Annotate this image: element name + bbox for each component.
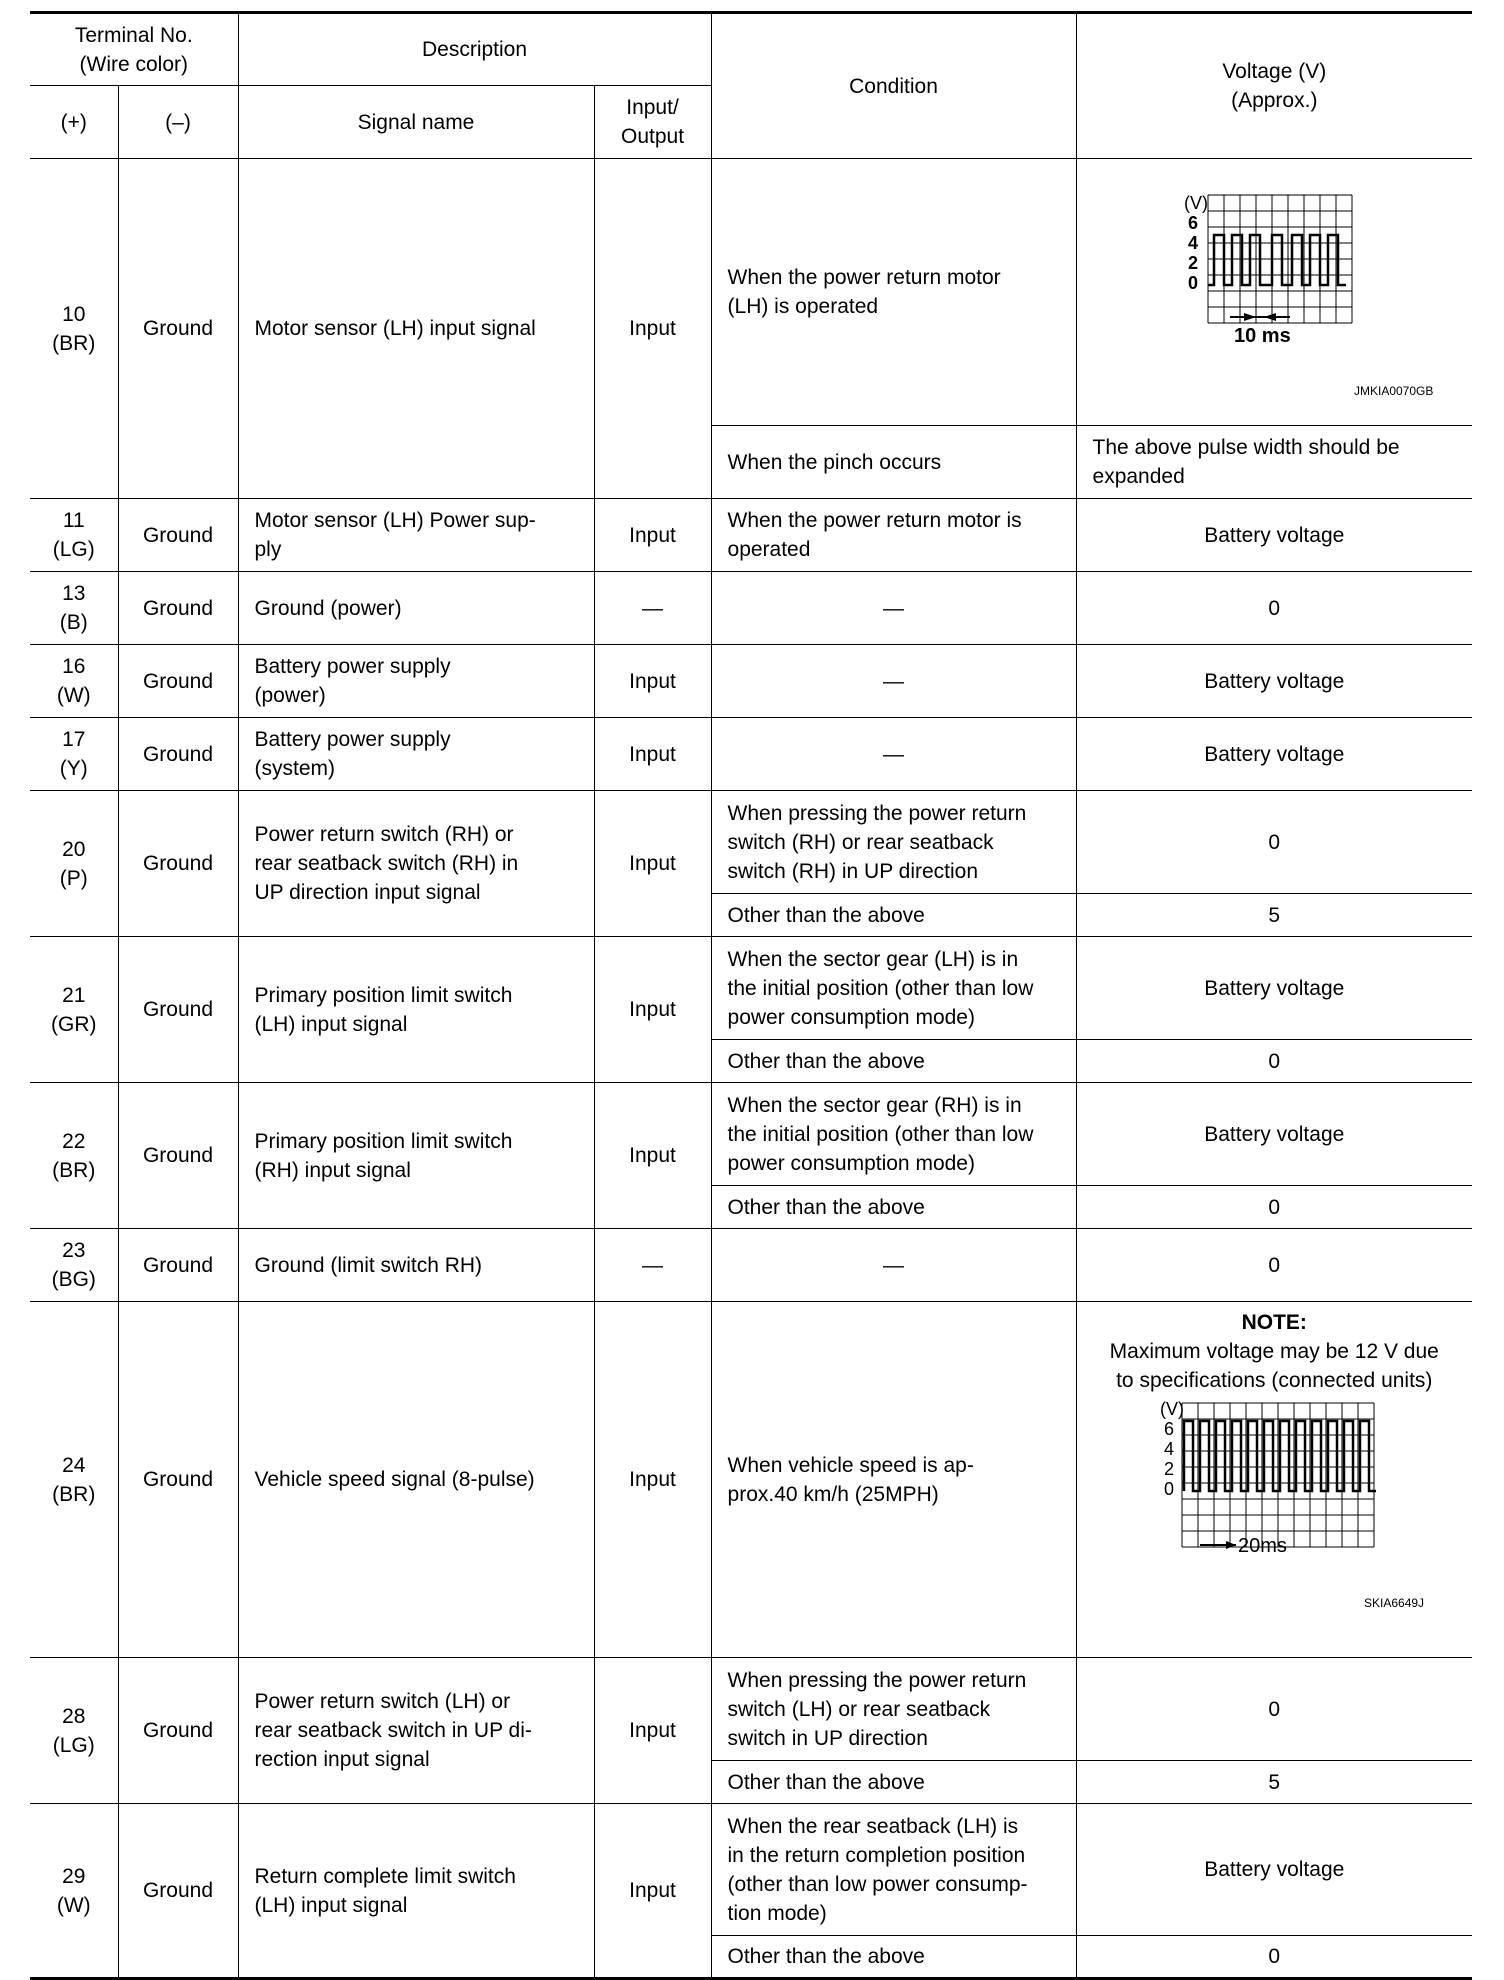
condition-header: Condition [711, 13, 1076, 159]
signal-cell: Return complete limit switch (LH) input signal [238, 1804, 594, 1979]
signal-cell: Battery power supply (power) [238, 645, 594, 718]
signal-cell: Power return switch (RH) or rear seatback switch (RH) in UP direction input signal [238, 791, 594, 937]
minus-cell: Ground [118, 159, 238, 499]
minus-cell: Ground [118, 572, 238, 645]
condition-cell: When the power return motor (LH) is operated [711, 159, 1076, 426]
terminal-cell: 23 (BG) [30, 1229, 118, 1302]
condition-cell: Other than the above [711, 1936, 1076, 1979]
period-arrow-right [1264, 313, 1276, 321]
voltage-cell: 0 [1076, 791, 1472, 894]
voltage-cell: Battery voltage [1076, 645, 1472, 718]
io-header: Input/ Output [594, 86, 711, 159]
voltage-cell: Battery voltage [1076, 1804, 1472, 1936]
terminal-cell: 22 (BR) [30, 1083, 118, 1229]
terminal-cell: 17 (Y) [30, 718, 118, 791]
condition-cell: When the rear seatback (LH) is in the return completion position (other than low power consump- tion mode) [711, 1804, 1076, 1936]
io-cell: — [594, 572, 711, 645]
waveform-10ms [1124, 177, 1434, 407]
period-arrow-left [1244, 313, 1256, 321]
table-row [30, 1229, 1472, 1302]
waveform-20ms [1124, 1395, 1424, 1615]
signal-cell: Vehicle speed signal (8-pulse) [238, 1302, 594, 1658]
signal-cell: Motor sensor (LH) Power sup- ply [238, 499, 594, 572]
signal-cell: Motor sensor (LH) input signal [238, 159, 594, 499]
minus-cell: Ground [118, 718, 238, 791]
voltage-cell: 0 [1076, 1229, 1472, 1302]
note-title: NOTE: [1241, 1311, 1307, 1334]
period-label: 20ms [1238, 1535, 1288, 1557]
condition-cell: Other than the above [711, 1186, 1076, 1229]
terminal-cell: 16 (W) [30, 645, 118, 718]
minus-cell: Ground [118, 1302, 238, 1658]
io-cell: Input [594, 1658, 711, 1804]
condition-cell: Other than the above [711, 1761, 1076, 1804]
table-row [30, 1302, 1472, 1658]
table-row [30, 1658, 1472, 1761]
condition-cell: — [711, 645, 1076, 718]
condition-cell: Other than the above [711, 1040, 1076, 1083]
voltage-cell: Battery voltage [1076, 937, 1472, 1040]
voltage-cell: The above pulse width should be expanded [1076, 426, 1472, 499]
period-arrow [1226, 1541, 1236, 1549]
condition-cell: When the sector gear (RH) is in the initial position (other than low power consumption mode) [711, 1083, 1076, 1186]
io-cell: Input [594, 1804, 711, 1979]
condition-cell: When pressing the power return switch (LH) or rear seatback switch in UP direction [711, 1658, 1076, 1761]
io-cell: Input [594, 1302, 711, 1658]
signal-cell: Primary position limit switch (RH) input signal [238, 1083, 594, 1229]
signal-cell: Battery power supply (system) [238, 718, 594, 791]
wave-tick-0: 0 [1164, 1479, 1175, 1499]
wave-unit: (V) [1184, 193, 1209, 213]
minus-cell: Ground [118, 791, 238, 937]
condition-cell: When vehicle speed is ap- prox.40 km/h (25MPH) [711, 1302, 1076, 1658]
table-row [30, 1083, 1472, 1186]
voltage-cell [1076, 1302, 1472, 1658]
voltage-header: Voltage (V) (Approx.) [1076, 13, 1472, 159]
wave-tick-6: 6 [1164, 1419, 1175, 1439]
condition-cell: — [711, 1229, 1076, 1302]
voltage-cell: Battery voltage [1076, 718, 1472, 791]
wave-tick-2: 2 [1188, 253, 1199, 273]
minus-header: (–) [118, 86, 238, 159]
wave-tick-0: 0 [1188, 273, 1199, 293]
table-row [30, 718, 1472, 791]
minus-cell: Ground [118, 1229, 238, 1302]
plus-header: (+) [30, 86, 118, 159]
condition-cell: — [711, 718, 1076, 791]
voltage-cell: 0 [1076, 1658, 1472, 1761]
condition-cell: When the power return motor is operated [711, 499, 1076, 572]
signal-cell: Power return switch (LH) or rear seatback switch in UP di- rection input signal [238, 1658, 594, 1804]
table-row [30, 499, 1472, 572]
io-cell: Input [594, 1083, 711, 1229]
minus-cell: Ground [118, 1658, 238, 1804]
terminal-cell: 10 (BR) [30, 159, 118, 499]
voltage-cell: Battery voltage [1076, 499, 1472, 572]
note-text: Maximum voltage may be 12 V due to specifications (connected units) [1109, 1340, 1439, 1392]
wave-grid [1208, 195, 1352, 323]
minus-cell: Ground [118, 1083, 238, 1229]
terminal-cell: 20 (P) [30, 791, 118, 937]
voltage-cell: 0 [1076, 572, 1472, 645]
io-cell: Input [594, 718, 711, 791]
terminal-cell: 29 (W) [30, 1804, 118, 1979]
table-row [30, 937, 1472, 1040]
condition-cell: Other than the above [711, 894, 1076, 937]
minus-cell: Ground [118, 1804, 238, 1979]
voltage-cell: Battery voltage [1076, 1083, 1472, 1186]
table-row [30, 572, 1472, 645]
period-label: 10 ms [1234, 325, 1291, 347]
io-cell: Input [594, 645, 711, 718]
table-row [30, 791, 1472, 894]
signal-cell: Ground (limit switch RH) [238, 1229, 594, 1302]
table-row [30, 159, 1472, 426]
table-row [30, 645, 1472, 718]
minus-cell: Ground [118, 499, 238, 572]
voltage-cell: 0 [1076, 1936, 1472, 1979]
minus-cell: Ground [118, 645, 238, 718]
io-cell: Input [594, 499, 711, 572]
voltage-cell: 5 [1076, 1761, 1472, 1804]
terminal-cell: 28 (LG) [30, 1658, 118, 1804]
wave-tick-4: 4 [1188, 233, 1199, 253]
condition-cell: — [711, 572, 1076, 645]
io-cell: — [594, 1229, 711, 1302]
wave-tick-4: 4 [1164, 1439, 1175, 1459]
condition-cell: When the pinch occurs [711, 426, 1076, 499]
terminal-cell: 11 (LG) [30, 499, 118, 572]
voltage-cell: 0 [1076, 1186, 1472, 1229]
voltage-cell: 5 [1076, 894, 1472, 937]
table-row [30, 1804, 1472, 1936]
wave-tick-2: 2 [1164, 1459, 1175, 1479]
voltage-cell [1076, 159, 1472, 426]
io-cell: Input [594, 159, 711, 499]
header-row-1 [30, 13, 1472, 86]
terminal-spec-table [30, 11, 1472, 1980]
wave-trace [1184, 1421, 1376, 1491]
wave-tick-6: 6 [1188, 213, 1199, 233]
signal-name-header: Signal name [238, 86, 594, 159]
terminal-cell: 21 (GR) [30, 937, 118, 1083]
signal-cell: Ground (power) [238, 572, 594, 645]
terminal-cell: 24 (BR) [30, 1302, 118, 1658]
condition-cell: When the sector gear (LH) is in the initial position (other than low power consumption mode) [711, 937, 1076, 1040]
voltage-cell: 0 [1076, 1040, 1472, 1083]
minus-cell: Ground [118, 937, 238, 1083]
figure-code: SKIA6649J [1364, 1596, 1425, 1610]
description-header: Description [238, 13, 711, 86]
condition-cell: When pressing the power return switch (RH) or rear seatback switch (RH) in UP direction [711, 791, 1076, 894]
wave-unit: (V) [1160, 1399, 1185, 1419]
io-cell: Input [594, 937, 711, 1083]
figure-code: JMKIA0070GB [1354, 384, 1434, 398]
terminal-cell: 13 (B) [30, 572, 118, 645]
io-cell: Input [594, 791, 711, 937]
terminal-no-header: Terminal No. (Wire color) [30, 13, 238, 86]
signal-cell: Primary position limit switch (LH) input signal [238, 937, 594, 1083]
